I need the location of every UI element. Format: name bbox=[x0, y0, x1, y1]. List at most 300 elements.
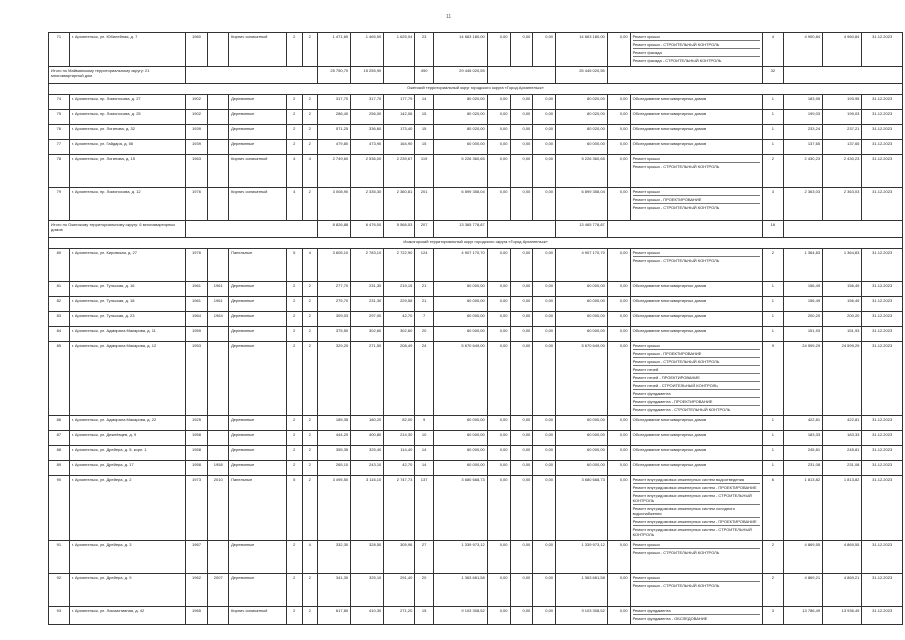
cost-regional-cell: 0,00 bbox=[510, 140, 533, 155]
residents-cell: 137 bbox=[415, 476, 434, 541]
deadline-cell: 31.12.2023 bbox=[862, 607, 903, 625]
year-reconstructed-cell: 2010 bbox=[208, 476, 229, 541]
wall-material-cell: Деревянные bbox=[229, 327, 287, 342]
table-row bbox=[49, 312, 903, 327]
total-cost-cell: 60 000,00 bbox=[433, 416, 487, 431]
works-count-cell: 1 bbox=[763, 327, 784, 342]
unit-cost-cell: 231,08 bbox=[783, 461, 822, 476]
subtotal-area-residential bbox=[384, 67, 415, 84]
subtotal-owners-cost: 13 465 778,87 bbox=[556, 221, 608, 238]
year-reconstructed-cell bbox=[208, 125, 229, 140]
total-cost-cell: 1 363 681,58 bbox=[433, 574, 487, 607]
cost-federal-cell: 0,00 bbox=[487, 125, 510, 140]
cost-regional-cell: 0,00 bbox=[510, 416, 533, 431]
wall-material-cell: Деревянные bbox=[229, 541, 287, 574]
area-premises-cell: 271,50 bbox=[351, 342, 384, 416]
year-reconstructed-cell: 2007 bbox=[208, 574, 229, 607]
year-built-cell: 1953 bbox=[185, 342, 208, 416]
wall-material-cell: Деревянные bbox=[229, 574, 287, 607]
entrances-cell: 2 bbox=[302, 446, 318, 461]
residents-cell: 24 bbox=[415, 342, 434, 416]
cost-local-cell: 0,00 bbox=[533, 282, 556, 297]
deadline-cell: 31.12.2023 bbox=[862, 461, 903, 476]
address-cell: г. Архангельск, ул. Гайдара, д. 56 bbox=[69, 140, 185, 155]
subtotal-area-residential: 5 568,53 bbox=[384, 221, 415, 238]
area-residential-cell: 305,96 bbox=[384, 541, 415, 574]
row-number: 80 bbox=[49, 249, 70, 282]
address-cell: г. Архангельск, ул. Тульская, д. 18 bbox=[69, 297, 185, 312]
subtotal-label: Итого по Ожегскому территориальному округу: 6 многоквартирных домов bbox=[49, 221, 186, 238]
table-row bbox=[49, 155, 903, 188]
deadline-cell: 31.12.2023 bbox=[862, 446, 903, 461]
works-cell bbox=[630, 461, 762, 476]
cost-owners-cell: 60 000,00 bbox=[556, 282, 608, 297]
blank-cell bbox=[783, 221, 902, 238]
unit-cost-cell: 13 786,49 bbox=[783, 607, 822, 625]
unit-cost-cell: 183,95 bbox=[783, 95, 822, 110]
row-number: 77 bbox=[49, 140, 70, 155]
cost-local-cell: 0,00 bbox=[533, 607, 556, 625]
subtotal-residents: 207 bbox=[415, 221, 434, 238]
cost-other-cell: 0,00 bbox=[607, 95, 630, 110]
max-unit-cost-cell: 1 813,82 bbox=[823, 476, 862, 541]
wall-material-cell: Панельные bbox=[229, 476, 287, 541]
total-cost-cell: 14 663 180,00 bbox=[433, 33, 487, 67]
cost-federal-cell: 0,00 bbox=[487, 155, 510, 188]
year-reconstructed-cell: 1961 bbox=[208, 297, 229, 312]
cost-regional-cell: 0,00 bbox=[510, 155, 533, 188]
total-area-cell: 3 495,50 bbox=[318, 476, 351, 541]
floors-cell: 5 bbox=[287, 249, 303, 282]
entrances-cell: 2 bbox=[302, 342, 318, 416]
table-row bbox=[49, 95, 903, 110]
area-premises-cell: 473,90 bbox=[351, 140, 384, 155]
residents-cell: 20 bbox=[415, 327, 434, 342]
row-number: 75 bbox=[49, 110, 70, 125]
area-residential-cell: 291,40 bbox=[384, 574, 415, 607]
max-unit-cost-cell: 4 869,21 bbox=[823, 574, 862, 607]
cost-regional-cell: 0,00 bbox=[510, 33, 533, 67]
table-row bbox=[49, 188, 903, 221]
max-unit-cost-cell: 1 364,83 bbox=[823, 249, 862, 282]
cost-other-cell: 0,00 bbox=[607, 476, 630, 541]
address-cell: г. Архангельск, ул. Адмирала Макарова, д. 22 bbox=[69, 416, 185, 431]
residents-cell: 10 bbox=[415, 431, 434, 446]
address-cell: г. Архангельск, пр. Ломоносова, д. 25 bbox=[69, 110, 185, 125]
floors-cell: 2 bbox=[287, 431, 303, 446]
unit-cost-cell: 1 813,82 bbox=[783, 476, 822, 541]
residents-cell: 15 bbox=[415, 140, 434, 155]
max-unit-cost-cell: 183,33 bbox=[823, 431, 862, 446]
subtotal-total-cost: 29 445 020,55 bbox=[433, 67, 487, 84]
entrances-cell: 2 bbox=[302, 461, 318, 476]
residents-cell: 15 bbox=[415, 110, 434, 125]
work-item: Обследование многоквартирных домов bbox=[632, 432, 707, 437]
work-item: Ремонт внутридомовых инженерных систем - СТРОИТЕЛЬНЫЙ КОНТРОЛЬ bbox=[632, 527, 752, 537]
wall-material-cell: Кирпич силикатный bbox=[229, 188, 287, 221]
year-built-cell: 1902 bbox=[185, 95, 208, 110]
entrances-cell: 2 bbox=[302, 110, 318, 125]
subtotal-count: 32 bbox=[763, 67, 784, 84]
year-reconstructed-cell bbox=[208, 249, 229, 282]
works-count-cell: 1 bbox=[763, 282, 784, 297]
works-count-cell: 1 bbox=[763, 110, 784, 125]
area-residential-cell: 142,06 bbox=[384, 110, 415, 125]
cost-owners-cell: 60 000,00 bbox=[556, 446, 608, 461]
cost-regional-cell: 0,00 bbox=[510, 461, 533, 476]
row-number: 82 bbox=[49, 297, 70, 312]
cost-owners-cell: 80 020,00 bbox=[556, 110, 608, 125]
table-row bbox=[49, 140, 903, 155]
year-reconstructed-cell bbox=[208, 155, 229, 188]
work-item: Ремонт внутридомовых инженерных систем - ПРОЕКТИРОВАНИЕ bbox=[633, 519, 760, 526]
year-reconstructed-cell bbox=[208, 95, 229, 110]
total-cost-cell: 80 020,00 bbox=[433, 95, 487, 110]
deadline-cell: 31.12.2023 bbox=[862, 125, 903, 140]
subtotal-row bbox=[49, 221, 903, 238]
address-cell: г. Архангельск, ул. Тульская, д. 23 bbox=[69, 312, 185, 327]
total-area-cell: 275,70 bbox=[318, 297, 351, 312]
year-built-cell: 1925 bbox=[185, 416, 208, 431]
cost-other-cell: 0,00 bbox=[607, 327, 630, 342]
year-built-cell: 1939 bbox=[185, 140, 208, 155]
cost-owners-cell: 60 000,00 bbox=[556, 140, 608, 155]
total-area-cell: 479,80 bbox=[318, 140, 351, 155]
deadline-cell: 31.12.2023 bbox=[862, 574, 903, 607]
residents-cell: 201 bbox=[415, 188, 434, 221]
table-row bbox=[49, 541, 903, 574]
deadline-cell: 31.12.2023 bbox=[862, 155, 903, 188]
area-residential-cell: 208,49 bbox=[384, 342, 415, 416]
area-premises-cell: 3 116,10 bbox=[351, 476, 384, 541]
table-row bbox=[49, 431, 903, 446]
address-cell: г. Архангельск, ул. Дрейера, д. 9 bbox=[69, 574, 185, 607]
row-number: 81 bbox=[49, 282, 70, 297]
cost-local-cell: 0,00 bbox=[533, 574, 556, 607]
year-built-cell: 1958 bbox=[185, 461, 208, 476]
works-count-cell: 4 bbox=[763, 33, 784, 67]
unit-cost-cell: 156,49 bbox=[783, 297, 822, 312]
works-cell bbox=[630, 342, 762, 416]
work-item: Ремонт крыши - СТРОИТЕЛЬНЫЙ КОНТРОЛЬ bbox=[633, 359, 760, 366]
table-row bbox=[49, 461, 903, 476]
works-cell bbox=[630, 312, 762, 327]
work-item: Ремонт крыши - СТРОИТЕЛЬНЫЙ КОНТРОЛЬ bbox=[632, 583, 720, 588]
cost-owners-cell: 60 000,00 bbox=[556, 312, 608, 327]
work-item: Обследование многоквартирных домов bbox=[632, 313, 707, 318]
cost-local-cell: 0,00 bbox=[533, 416, 556, 431]
cost-local-cell: 0,00 bbox=[533, 297, 556, 312]
works-cell bbox=[630, 282, 762, 297]
work-item: Ремонт крыши bbox=[633, 250, 760, 257]
table-row bbox=[49, 342, 903, 416]
entrances-cell: 2 bbox=[302, 416, 318, 431]
work-item: Обследование многоквартирных домов bbox=[632, 96, 707, 101]
wall-material-cell: Панельные bbox=[229, 249, 287, 282]
work-item: Ремонт фасада - СТРОИТЕЛЬНЫЙ КОНТРОЛЬ bbox=[632, 58, 722, 63]
cost-federal-cell: 0,00 bbox=[487, 188, 510, 221]
total-area-cell: 265,10 bbox=[318, 461, 351, 476]
unit-cost-cell: 156,49 bbox=[783, 282, 822, 297]
wall-material-cell: Деревянные bbox=[229, 297, 287, 312]
wall-material-cell: Деревянные bbox=[229, 125, 287, 140]
row-number: 85 bbox=[49, 342, 70, 416]
max-unit-cost-cell: 237,21 bbox=[823, 125, 862, 140]
work-item: Обследование многоквартирных домов bbox=[632, 298, 707, 303]
wall-material-cell: Деревянные bbox=[229, 110, 287, 125]
works-cell bbox=[630, 476, 762, 541]
wall-material-cell: Деревянные bbox=[229, 140, 287, 155]
cost-local-cell: 0,00 bbox=[533, 110, 556, 125]
cost-federal-cell: 0,00 bbox=[487, 282, 510, 297]
cost-other-cell: 0,00 bbox=[607, 297, 630, 312]
cost-federal-cell: 0,00 bbox=[487, 461, 510, 476]
works-count-cell: 1 bbox=[763, 446, 784, 461]
deadline-cell: 31.12.2023 bbox=[862, 249, 903, 282]
works-count-cell: 1 bbox=[763, 461, 784, 476]
year-built-cell: 1965 bbox=[185, 607, 208, 625]
residents-cell: 14 bbox=[415, 461, 434, 476]
cost-other-cell: 0,00 bbox=[607, 282, 630, 297]
area-premises-cell: 2 783,10 bbox=[351, 249, 384, 282]
total-area-cell: 2 749,60 bbox=[318, 155, 351, 188]
year-built-cell: 1964 bbox=[185, 312, 208, 327]
residents-cell: 20 bbox=[415, 574, 434, 607]
cost-owners-cell: 3 680 668,73 bbox=[556, 476, 608, 541]
cost-owners-cell: 60 000,00 bbox=[556, 297, 608, 312]
address-cell: г. Архангельск, ул. Тульская, д. 16 bbox=[69, 282, 185, 297]
cost-regional-cell: 0,00 bbox=[510, 95, 533, 110]
work-item: Ремонт крыши - СТРОИТЕЛЬНЫЙ КОНТРОЛЬ bbox=[632, 550, 720, 555]
row-number: 74 bbox=[49, 95, 70, 110]
max-unit-cost-cell: 199,03 bbox=[823, 110, 862, 125]
total-area-cell: 444,20 bbox=[318, 431, 351, 446]
year-reconstructed-cell bbox=[208, 607, 229, 625]
floors-cell: 2 bbox=[287, 125, 303, 140]
cost-owners-cell: 60 000,00 bbox=[556, 431, 608, 446]
cost-other-cell: 0,00 bbox=[607, 125, 630, 140]
total-cost-cell: 5 670 649,00 bbox=[433, 342, 487, 416]
cost-local-cell: 0,00 bbox=[533, 33, 556, 67]
cost-federal-cell: 0,00 bbox=[487, 297, 510, 312]
unit-cost-cell: 2 430,23 bbox=[783, 155, 822, 188]
unit-cost-cell: 233,24 bbox=[783, 125, 822, 140]
entrances-cell: 2 bbox=[302, 95, 318, 110]
works-cell bbox=[630, 574, 762, 607]
cost-local-cell: 0,00 bbox=[533, 541, 556, 574]
entrances-cell: 2 bbox=[302, 140, 318, 155]
works-cell bbox=[630, 155, 762, 188]
row-number: 88 bbox=[49, 446, 70, 461]
area-residential-cell: 173,40 bbox=[384, 125, 415, 140]
floors-cell: 4 bbox=[287, 155, 303, 188]
unit-cost-cell: 151,93 bbox=[783, 327, 822, 342]
entrances-cell: 2 bbox=[302, 476, 318, 541]
cost-owners-cell: 6 899 358,04 bbox=[556, 188, 608, 221]
wall-material-cell: Деревянные bbox=[229, 416, 287, 431]
work-item: Ремонт крыши - ПРОЕКТИРОВАНИЕ bbox=[633, 351, 760, 358]
subtotal-area-premises: 15 255,90 bbox=[351, 67, 384, 84]
year-built-cell: 1961 bbox=[185, 282, 208, 297]
area-premises-cell: 325,40 bbox=[351, 446, 384, 461]
table-row bbox=[49, 446, 903, 461]
year-built-cell: 1962 bbox=[185, 574, 208, 607]
floors-cell: 2 bbox=[287, 95, 303, 110]
subtotal-count: 16 bbox=[763, 221, 784, 238]
cost-regional-cell: 0,00 bbox=[510, 282, 533, 297]
capital-repair-table bbox=[48, 32, 903, 625]
area-premises-cell: 180,20 bbox=[351, 416, 384, 431]
cost-local-cell: 0,00 bbox=[533, 140, 556, 155]
works-count-cell: 3 bbox=[763, 607, 784, 625]
wall-material-cell: Деревянные bbox=[229, 431, 287, 446]
work-item: Ремонт фундамента - ОБСЛЕДОВАНИЕ bbox=[632, 616, 708, 621]
works-count-cell: 1 bbox=[763, 125, 784, 140]
works-cell bbox=[630, 541, 762, 574]
cost-regional-cell: 0,00 bbox=[510, 476, 533, 541]
area-premises-cell: 328,50 bbox=[351, 541, 384, 574]
works-cell bbox=[630, 446, 762, 461]
max-unit-cost-cell: 4 960,84 bbox=[823, 33, 862, 67]
unit-cost-cell: 1 364,83 bbox=[783, 249, 822, 282]
cost-local-cell: 0,00 bbox=[533, 155, 556, 188]
cost-owners-cell: 5 226 360,65 bbox=[556, 155, 608, 188]
total-cost-cell: 60 000,00 bbox=[433, 297, 487, 312]
area-premises-cell: 297,00 bbox=[351, 312, 384, 327]
total-area-cell: 286,40 bbox=[318, 110, 351, 125]
max-unit-cost-cell: 137,65 bbox=[823, 140, 862, 155]
subtotal-owners-cost: 25 445 020,55 bbox=[556, 67, 608, 84]
area-premises-cell: 2 335,30 bbox=[351, 188, 384, 221]
year-built-cell: 1976 bbox=[185, 249, 208, 282]
entrances-cell: 2 bbox=[302, 312, 318, 327]
cost-other-cell: 0,00 bbox=[607, 416, 630, 431]
works-count-cell: 2 bbox=[763, 541, 784, 574]
wall-material-cell: Деревянные bbox=[229, 95, 287, 110]
year-built-cell: 1958 bbox=[185, 446, 208, 461]
address-cell: г. Архангельск, ул. Дрейера, д. 17 bbox=[69, 461, 185, 476]
deadline-cell: 31.12.2023 bbox=[862, 188, 903, 221]
max-unit-cost-cell: 245,81 bbox=[823, 446, 862, 461]
page-number: 11 bbox=[446, 14, 452, 20]
entrances-cell: 2 bbox=[302, 574, 318, 607]
cost-other-cell: 0,00 bbox=[607, 249, 630, 282]
cost-federal-cell: 0,00 bbox=[487, 541, 510, 574]
work-item: Ремонт крыши bbox=[633, 343, 760, 350]
cost-regional-cell: 0,00 bbox=[510, 327, 533, 342]
row-number: 86 bbox=[49, 416, 70, 431]
entrances-cell: 2 bbox=[302, 297, 318, 312]
year-reconstructed-cell: 1964 bbox=[208, 312, 229, 327]
table-row bbox=[49, 297, 903, 312]
works-count-cell: 1 bbox=[763, 297, 784, 312]
work-item: Ремонт крыши bbox=[633, 189, 760, 196]
residents-cell: 15 bbox=[415, 607, 434, 625]
total-area-cell: 317,70 bbox=[318, 95, 351, 110]
cost-federal-cell: 0,00 bbox=[487, 342, 510, 416]
year-reconstructed-cell bbox=[208, 342, 229, 416]
entrances-cell: 4 bbox=[302, 541, 318, 574]
address-cell: г. Архангельск, ул. Адмирала Макарова, д. 11 bbox=[69, 327, 185, 342]
works-cell bbox=[630, 327, 762, 342]
area-premises-cell: 243,10 bbox=[351, 461, 384, 476]
cost-regional-cell: 0,00 bbox=[510, 607, 533, 625]
floors-cell: 2 bbox=[287, 446, 303, 461]
area-residential-cell: 229,58 bbox=[384, 297, 415, 312]
year-built-cell: 1939 bbox=[185, 125, 208, 140]
cost-regional-cell: 0,00 bbox=[510, 110, 533, 125]
entrances-cell: 2 bbox=[302, 188, 318, 221]
residents-cell: 21 bbox=[415, 297, 434, 312]
row-number: 92 bbox=[49, 574, 70, 607]
cost-local-cell: 0,00 bbox=[533, 95, 556, 110]
entrances-cell: 2 bbox=[302, 327, 318, 342]
residents-cell: 7 bbox=[415, 312, 434, 327]
deadline-cell: 31.12.2023 bbox=[862, 297, 903, 312]
address-cell: г. Архангельск, ул. Локомотивная, д. 42 bbox=[69, 607, 185, 625]
deadline-cell: 31.12.2023 bbox=[862, 541, 903, 574]
total-cost-cell: 60 000,00 bbox=[433, 431, 487, 446]
works-count-cell: 9 bbox=[763, 342, 784, 416]
year-reconstructed-cell bbox=[208, 431, 229, 446]
floors-cell: 2 bbox=[287, 327, 303, 342]
work-item: Ремонт крыши bbox=[633, 542, 760, 549]
work-item: Ремонт крыши bbox=[633, 575, 760, 582]
cost-regional-cell: 0,00 bbox=[510, 312, 533, 327]
work-item: Обследование многоквартирных домов bbox=[632, 462, 707, 467]
area-premises-cell: 336,60 bbox=[351, 125, 384, 140]
total-area-cell: 3 605,10 bbox=[318, 249, 351, 282]
cost-local-cell: 0,00 bbox=[533, 312, 556, 327]
work-item: Обследование многоквартирных домов bbox=[632, 417, 707, 422]
blank-cell bbox=[185, 221, 317, 238]
cost-federal-cell: 0,00 bbox=[487, 312, 510, 327]
max-unit-cost-cell: 151,93 bbox=[823, 327, 862, 342]
floors-cell: 2 bbox=[287, 416, 303, 431]
address-cell: г. Архангельск, ул. Дрейера, д. 3 bbox=[69, 541, 185, 574]
deadline-cell: 31.12.2023 bbox=[862, 110, 903, 125]
subtotal-area: 8 826,88 bbox=[318, 221, 351, 238]
total-cost-cell: 80 020,00 bbox=[433, 110, 487, 125]
deadline-cell: 31.12.2023 bbox=[862, 282, 903, 297]
year-reconstructed-cell: 1961 bbox=[208, 282, 229, 297]
cost-local-cell: 0,00 bbox=[533, 249, 556, 282]
works-cell bbox=[630, 416, 762, 431]
floors-cell: 2 bbox=[287, 312, 303, 327]
work-item: Ремонт внутридомовых инженерных систем - СТРОИТЕЛЬНЫЙ КОНТРОЛЬ bbox=[633, 493, 760, 505]
area-residential-cell: 302,60 bbox=[384, 327, 415, 342]
work-item: Обследование многоквартирных домов bbox=[632, 328, 707, 333]
total-cost-cell: 60 000,00 bbox=[433, 327, 487, 342]
work-item: Ремонт крыши - СТРОИТЕЛЬНЫЙ КОНТРОЛЬ bbox=[633, 42, 760, 49]
total-area-cell: 277,70 bbox=[318, 282, 351, 297]
total-cost-cell: 1 339 973,12 bbox=[433, 541, 487, 574]
entrances-cell: 2 bbox=[302, 125, 318, 140]
works-cell bbox=[630, 125, 762, 140]
total-area-cell: 375,50 bbox=[318, 327, 351, 342]
unit-cost-cell: 199,03 bbox=[783, 110, 822, 125]
work-item: Ремонт внутридомовых инженерных систем водоотведения bbox=[633, 477, 760, 484]
works-count-cell: 3 bbox=[763, 188, 784, 221]
unit-cost-cell: 200,20 bbox=[783, 312, 822, 327]
entrances-cell: 4 bbox=[302, 155, 318, 188]
cost-regional-cell: 0,00 bbox=[510, 297, 533, 312]
cost-local-cell: 0,00 bbox=[533, 431, 556, 446]
total-cost-cell: 4 907 170,70 bbox=[433, 249, 487, 282]
max-unit-cost-cell: 4 869,55 bbox=[823, 541, 862, 574]
cost-regional-cell: 0,00 bbox=[510, 446, 533, 461]
cost-local-cell: 0,00 bbox=[533, 188, 556, 221]
